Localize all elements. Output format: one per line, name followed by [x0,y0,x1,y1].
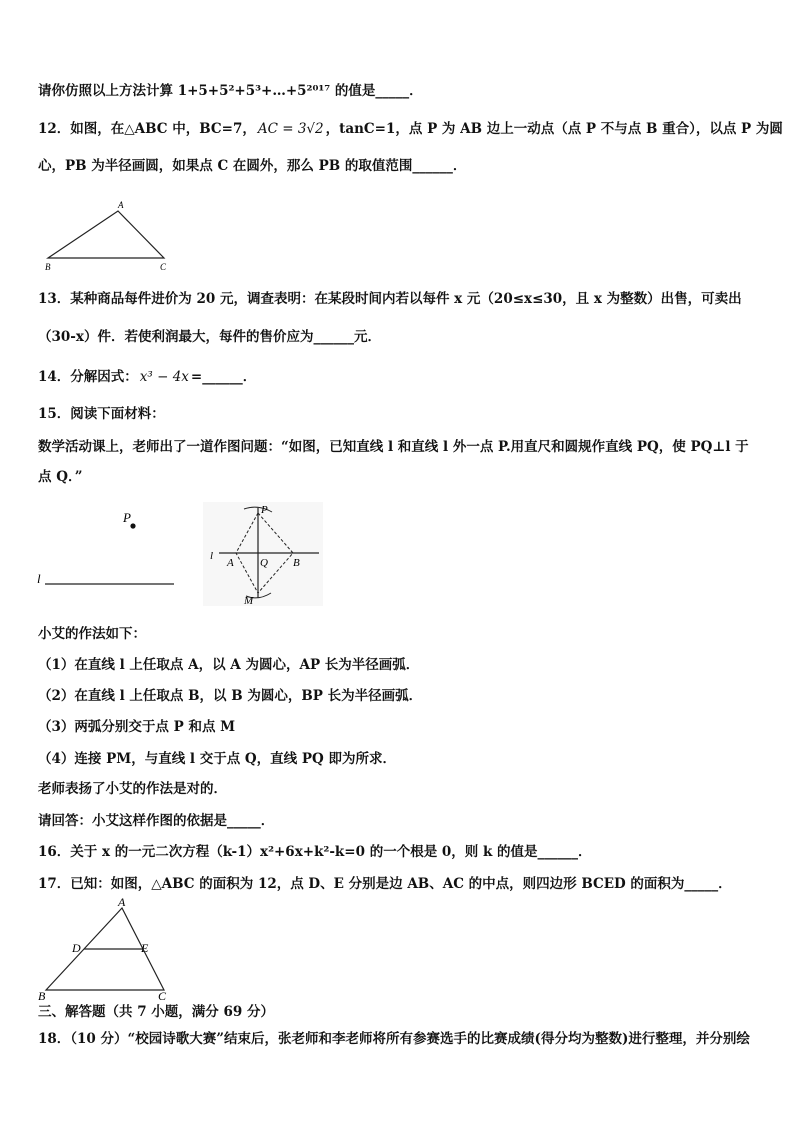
figure-triangle-abc [38,198,178,276]
question-15-prompt-line-1: 数学活动课上，老师出了一道作图问题：“如图，已知直线 l 和直线 l 外一点 P.用直尺和圆规作直线 PQ，使 PQ⊥l 于 [38,439,749,455]
q12-suffix: ，tanC=1，点 P 为 AB 边上一动点（点 P 不与点 B 重合），以点 P 为圆 [325,121,783,137]
text-line-sum-series: 请你仿照以上方法计算 1+5+5²+5³+…+5²⁰¹⁷ 的值是_____． [38,83,423,99]
fig15-right-panel [203,502,323,606]
label-b: B [45,262,51,272]
fig17-label-e: E [141,941,149,955]
fig17-label-a: A [118,896,126,909]
fig15-label-q: Q [260,557,268,569]
question-12-line-2: 心，PB 为半径画圆，如果点 C 在圆外，那么 PB 的取值范围______． [38,158,467,174]
figure-17-triangle [34,896,174,1004]
fig15-left-label-p: P [123,510,131,525]
triangle-abc-shape [48,211,164,258]
fig17-label-d: D [72,941,81,955]
fig15-left-label-l: l [37,571,41,586]
q14-formula: x³ − 4x [139,369,189,385]
fig15-label-b: B [293,557,300,569]
question-12-line-1 [38,120,783,138]
question-15-title: 15．阅读下面材料： [38,406,165,422]
question-13-line-2: （30-x）件．若使利润最大，每件的售价应为______元． [38,329,381,345]
step-4: （4）连接 PM，与直线 l 交于点 Q，直线 PQ 即为所求． [38,751,396,767]
figure-15-construction [36,500,326,608]
teacher-praise: 老师表扬了小艾的作法是对的． [38,781,227,797]
question-15-ask: 请回答：小艾这样作图的依据是_____． [38,813,275,829]
question-13-line-1: 13．某种商品每件进价为 20 元，调查表明：在某段时间内若以每件 x 元（20≤x≤30，且 x 为整数）出售，可卖出 [38,291,742,307]
q12-formula: AC = 3√2 [257,121,324,137]
method-heading: 小艾的作法如下： [38,626,146,642]
step-1: （1）在直线 l 上任取点 A，以 A 为圆心，AP 长为半径画弧． [38,657,420,673]
point-p-dot [130,523,135,528]
step-3: （3）两弧分别交于点 P 和点 M [38,719,236,735]
fig17-label-b: B [38,989,46,1003]
label-a: A [118,200,124,210]
step-2: （2）在直线 l 上任取点 B，以 B 为圆心，BP 长为半径画弧． [38,688,423,704]
label-c: C [160,262,167,272]
q12-prefix: 12．如图，在△ABC 中，BC=7， [38,121,256,137]
fig15-label-a: A [227,557,234,569]
fig15-right-label-p: P [261,504,268,516]
question-16: 16．关于 x 的一元二次方程（k-1）x²+6x+k²-k=0 的一个根是 0，则 k 的值是______． [38,844,592,860]
question-15-prompt-line-2: 点 Q．” [38,469,83,485]
fig15-right-label-l: l [210,550,214,562]
q14-prefix: 14．分解因式： [38,369,138,385]
fig17-label-c: C [158,989,167,1003]
fig15-label-m: M [244,595,254,607]
section-3-heading: 三、解答题（共 7 小题，满分 69 分） [38,1004,274,1020]
question-18: 18．（10 分）“校园诗歌大赛”结束后，张老师和李老师将所有参赛选手的比赛成绩(得分均为整数)进行整理，并分别绘 [38,1031,750,1047]
q14-suffix: =______． [190,369,257,385]
question-17: 17．已知：如图，△ABC 的面积为 12，点 D、E 分别是边 AB、AC 的中点，则四边形 BCED 的面积为_____． [38,876,732,892]
question-14 [38,368,256,386]
